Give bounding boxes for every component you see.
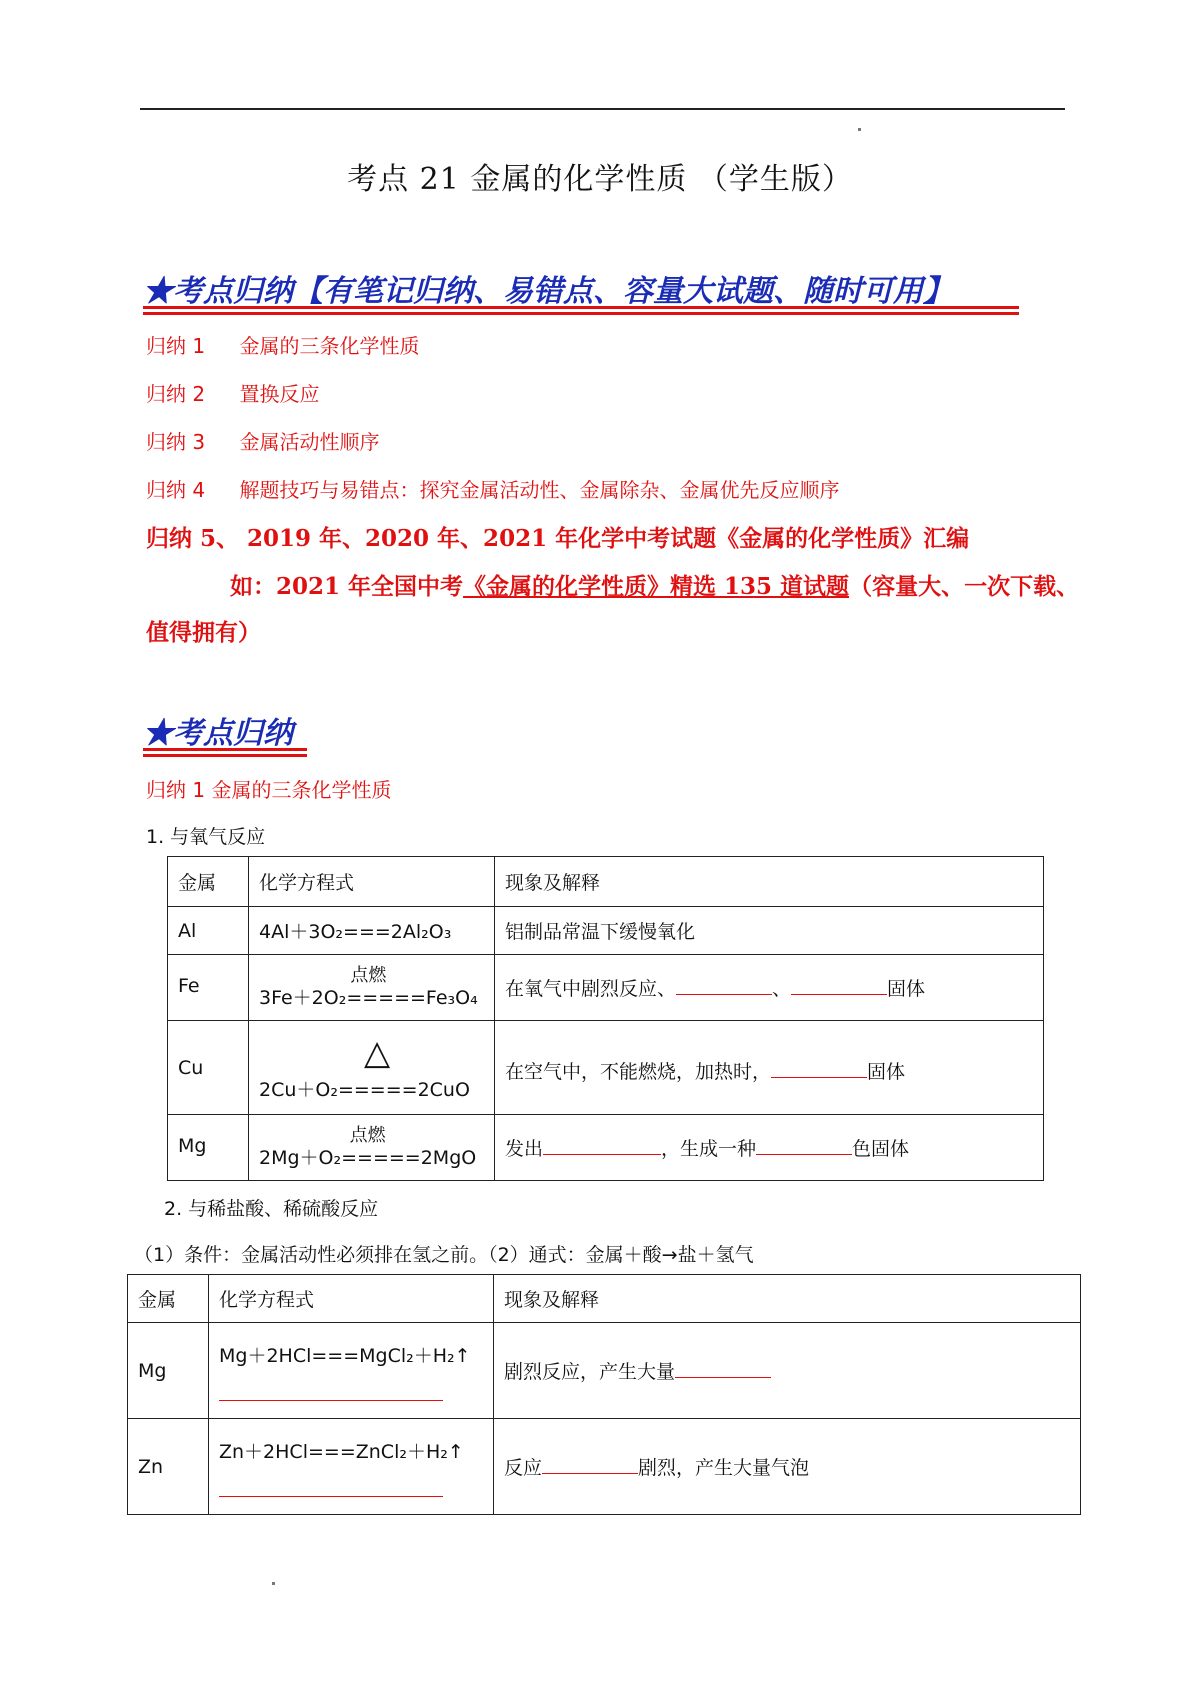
table-header-cell: 金属	[128, 1275, 209, 1323]
toc-text: 置换反应	[239, 382, 320, 406]
equation-text: Zn＋2HCl===ZnCl₂＋H₂↑	[219, 1440, 464, 1463]
metal-cell: Fe	[168, 955, 249, 1021]
equation-cell	[209, 1419, 494, 1515]
section-title: 归纳 1 金属的三条化学性质	[146, 778, 392, 802]
desc-text: ，生成一种	[661, 1138, 757, 1160]
description-cell	[495, 1115, 1044, 1181]
answer-blank[interactable]	[542, 1455, 638, 1474]
section-header-kaodian	[143, 708, 293, 752]
reaction-condition: 点燃	[349, 1125, 386, 1146]
metal-cell: Mg	[168, 1115, 249, 1181]
description-cell	[495, 955, 1044, 1021]
header-underline	[143, 306, 1019, 309]
toc-text: 解题技巧与易错点：探究金属活动性、金属除杂、金属优先反应顺序	[239, 478, 840, 502]
toc-text: 金属活动性顺序	[239, 430, 380, 454]
oxygen-reaction-table	[167, 856, 1044, 1181]
scan-mark	[272, 1582, 275, 1585]
table-row	[168, 1021, 1044, 1115]
section-header-text: ★考点归纳	[143, 716, 293, 751]
metal-cell: Cu	[168, 1021, 249, 1115]
section-header-text: ★考点归纳【有笔记归纳、易错点、容量大试题、随时可用】	[143, 274, 953, 309]
description-cell: 铝制品常温下缓慢氧化	[495, 907, 1044, 955]
table-header-row	[168, 857, 1044, 907]
desc-text: 固体	[887, 978, 926, 1000]
equation-text: 2Cu＋O₂=====2CuO	[259, 1079, 470, 1101]
answer-blank[interactable]	[676, 976, 772, 995]
equation-cell	[249, 955, 495, 1021]
promo-prefix: 如：2021 年全国中考	[230, 573, 464, 600]
equation	[259, 1033, 470, 1102]
table-row	[168, 955, 1044, 1021]
answer-blank[interactable]	[543, 1136, 661, 1155]
heating-triangle-icon: △	[364, 1033, 391, 1073]
subsection-oxygen: 1. 与氧气反应	[146, 826, 266, 848]
toc-text: 金属的三条化学性质	[239, 334, 420, 358]
desc-text: 在空气中，不能燃烧，加热时，	[505, 1061, 772, 1083]
table-row	[128, 1323, 1081, 1419]
table-row	[128, 1419, 1081, 1515]
toc-num: 归纳 1	[146, 334, 206, 358]
header-underline-2	[143, 312, 1019, 315]
metal-cell: Mg	[128, 1323, 209, 1419]
answer-blank[interactable]	[219, 1478, 443, 1497]
desc-text: 发出	[505, 1138, 544, 1160]
toc-item-2[interactable]	[146, 378, 319, 407]
equation-cell	[249, 1021, 495, 1115]
promo-line-2: 值得拥有）	[146, 619, 261, 646]
answer-blank[interactable]	[219, 1382, 443, 1401]
header-rule	[140, 108, 1065, 110]
table-row	[168, 907, 1044, 955]
reaction-conditions: （1）条件：金属活动性必须排在氢之前。（2）通式：金属＋酸→盐＋氢气	[134, 1244, 754, 1266]
toc-num: 归纳 2	[146, 382, 206, 406]
header-underline-2	[143, 754, 307, 757]
table-header-cell: 化学方程式	[209, 1275, 494, 1323]
desc-text: 剧烈，产生大量气泡	[638, 1457, 810, 1479]
toc-item-3[interactable]	[146, 426, 379, 455]
equation-text: 2Mg＋O₂=====2MgO	[259, 1147, 477, 1169]
section-header-summary	[143, 266, 953, 310]
desc-text: 反应	[504, 1457, 543, 1479]
metal-cell: Al	[168, 907, 249, 955]
description-cell	[494, 1419, 1081, 1515]
description-cell	[495, 1021, 1044, 1115]
desc-text: 、	[772, 978, 792, 1000]
toc-item-5[interactable]: 归纳 5、 2019 年、2020 年、2021 年化学中考试题《金属的化学性质》汇编	[146, 525, 970, 552]
table-header-cell: 化学方程式	[249, 857, 495, 907]
toc-item-4[interactable]	[146, 474, 839, 503]
header-underline	[143, 748, 307, 751]
desc-text: 在氧气中剧烈反应、	[505, 978, 677, 1000]
table-header-row	[128, 1275, 1081, 1323]
description-cell	[494, 1323, 1081, 1419]
equation-text: Mg＋2HCl===MgCl₂＋H₂↑	[219, 1344, 471, 1367]
subsection-acid: 2. 与稀盐酸、稀硫酸反应	[164, 1198, 379, 1220]
toc-num: 归纳 3	[146, 430, 206, 454]
promo-line	[230, 568, 1079, 601]
answer-blank[interactable]	[771, 1059, 867, 1078]
acid-reaction-table	[127, 1274, 1081, 1515]
desc-text: 色固体	[852, 1138, 910, 1160]
equation	[259, 1125, 477, 1170]
table-header-cell: 现象及解释	[495, 857, 1044, 907]
equation-cell: 4Al＋3O₂===2Al₂O₃	[249, 907, 495, 955]
equation-text: 3Fe＋2O₂=====Fe₃O₄	[259, 987, 478, 1009]
table-header-cell: 现象及解释	[494, 1275, 1081, 1323]
promo-link[interactable]: 《金属的化学性质》精选 135 道试题	[463, 573, 850, 600]
metal-cell: Zn	[128, 1419, 209, 1515]
equation	[259, 965, 478, 1010]
table-row	[168, 1115, 1044, 1181]
desc-text: 固体	[867, 1061, 906, 1083]
toc-item-1[interactable]	[146, 330, 419, 359]
answer-blank[interactable]	[791, 976, 887, 995]
answer-blank[interactable]	[675, 1359, 771, 1378]
toc-num: 归纳 4	[146, 478, 206, 502]
equation-cell	[249, 1115, 495, 1181]
table-header-cell: 金属	[168, 857, 249, 907]
reaction-condition: 点燃	[350, 965, 387, 986]
equation-cell	[209, 1323, 494, 1419]
answer-blank[interactable]	[756, 1136, 852, 1155]
page-title: 考点 21 金属的化学性质 （学生版）	[347, 162, 853, 197]
promo-suffix: （容量大、一次下载、	[849, 573, 1080, 600]
scan-mark	[858, 128, 861, 131]
desc-text: 剧烈反应，产生大量	[504, 1361, 676, 1383]
